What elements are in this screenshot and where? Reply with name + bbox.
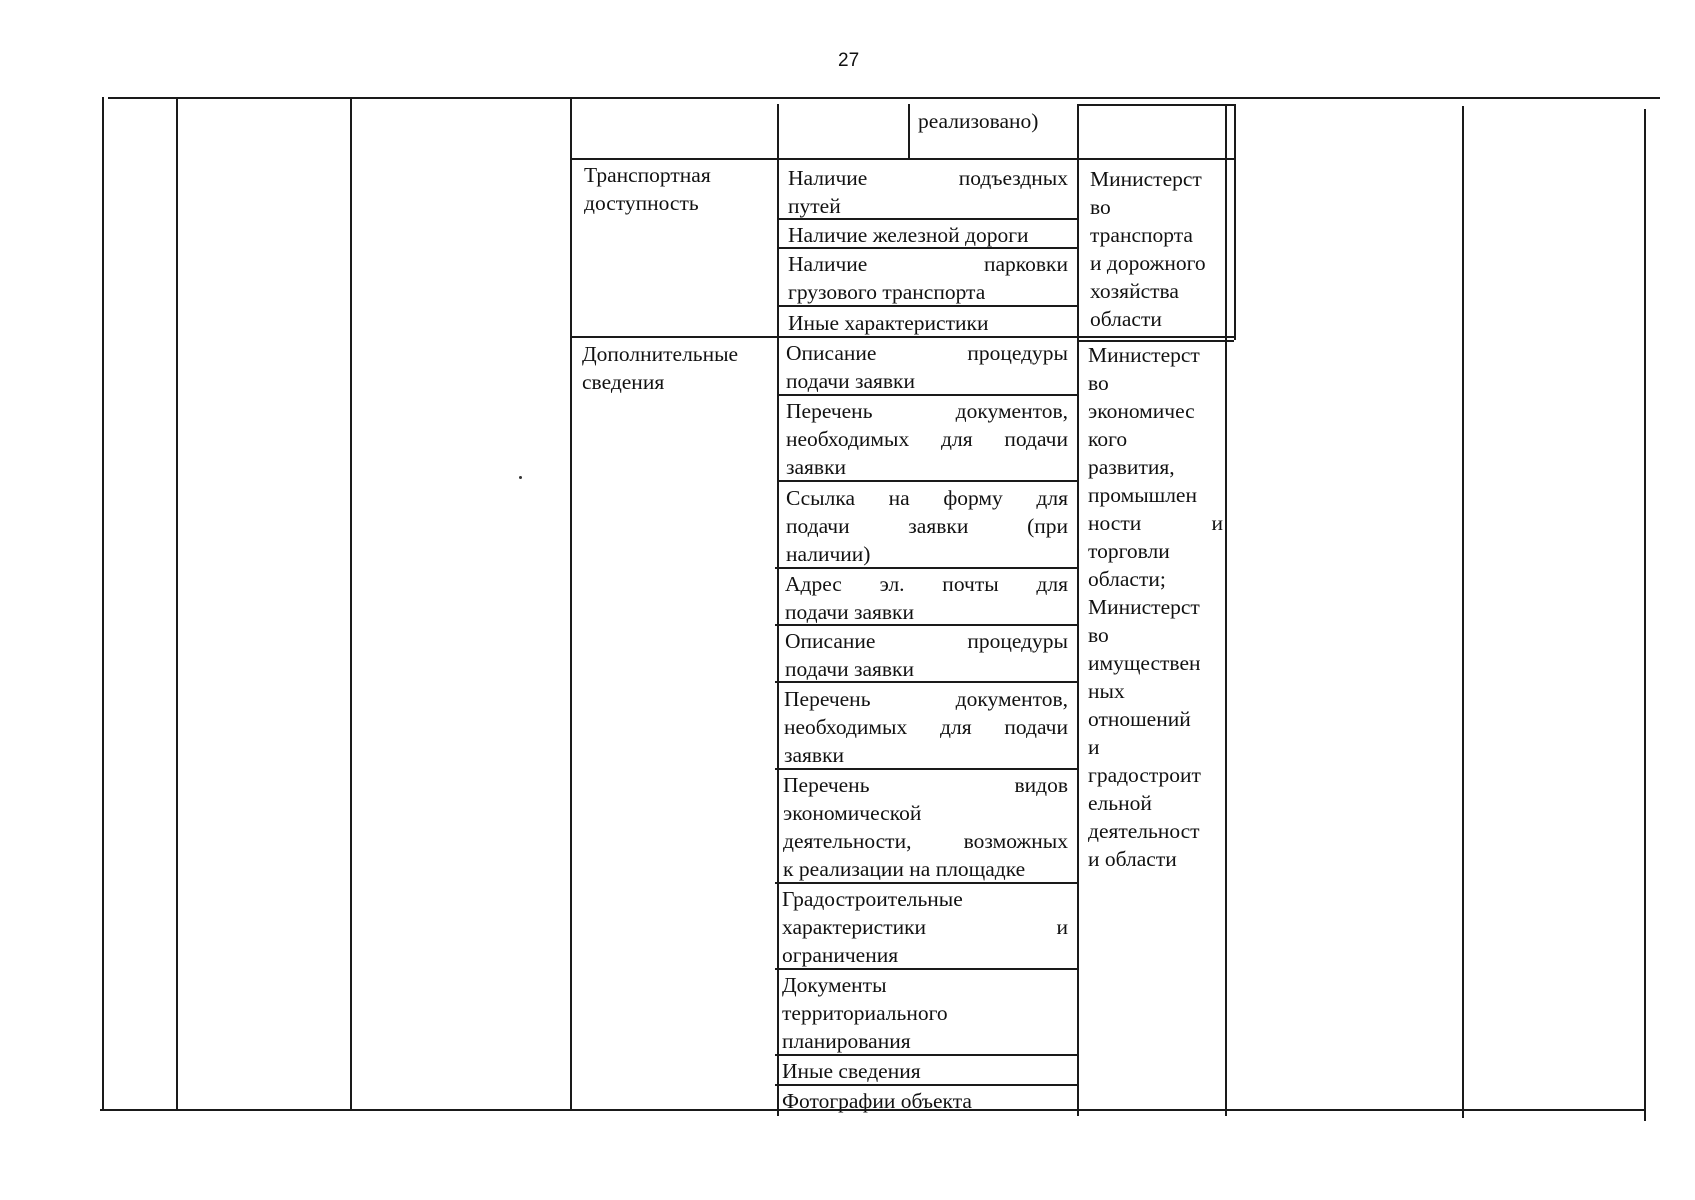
item-line: Перечень видов	[783, 773, 1068, 797]
item-line: путей	[788, 194, 841, 218]
item-truck-parking	[788, 250, 1068, 306]
item-procedure-description-2	[785, 627, 1068, 683]
column-divider	[350, 97, 352, 1110]
inner-column-divider	[908, 104, 910, 160]
item-line: грузового транспорта	[788, 280, 986, 304]
responsible-transport-ministry: Министерст во транспорта и дорожного хозяйства области	[1090, 167, 1206, 331]
item-line: ограничения	[782, 943, 899, 967]
item-line: Наличие подъездных	[788, 166, 1068, 190]
scan-artifact-dot	[519, 476, 522, 479]
inner-row-line	[1077, 104, 1235, 106]
item-line: характеристики и	[782, 915, 1068, 939]
item-line: Градостроительные	[782, 887, 963, 911]
table-border-left	[102, 97, 104, 1110]
item-object-photos: Фотографии объекта	[782, 1089, 972, 1113]
item-economic-activities	[783, 771, 1068, 883]
item-line: Перечень документов,	[784, 687, 1068, 711]
column-divider	[176, 97, 178, 1110]
item-line: подачи заявки (при	[786, 514, 1068, 538]
inner-column-divider	[1077, 104, 1079, 1116]
item-territorial-planning: Документы территориального планирования	[782, 973, 948, 1053]
column-divider	[1462, 106, 1464, 1118]
item-line: деятельности, возможных	[783, 829, 1068, 853]
item-line: Описание процедуры	[785, 629, 1068, 653]
item-documents-list	[786, 397, 1068, 481]
page-number: 27	[838, 50, 860, 71]
item-line: экономической	[783, 801, 922, 825]
item-line: подачи заявки	[785, 657, 914, 681]
item-line: Перечень документов,	[786, 399, 1068, 423]
item-urban-planning	[782, 885, 1068, 969]
column-divider	[570, 97, 572, 1111]
item-other-characteristics: Иные характеристики	[788, 311, 989, 335]
table-border-right	[1644, 109, 1646, 1121]
item-line: подачи заявки	[786, 369, 915, 393]
item-other-info: Иные сведения	[782, 1059, 921, 1083]
item-line: подачи заявки	[785, 600, 914, 624]
item-line: заявки	[786, 455, 847, 479]
top-row-note: реализовано)	[918, 109, 1039, 133]
item-line: Описание процедуры	[786, 341, 1068, 365]
item-line: наличии)	[786, 542, 871, 566]
item-line: Наличие парковки	[788, 252, 1068, 276]
item-procedure-description	[786, 339, 1068, 395]
section-group-additional: Дополнительные сведения	[582, 342, 739, 394]
item-line: Ссылка на форму для	[786, 486, 1068, 510]
item-line: Адрес эл. почты для	[785, 572, 1068, 596]
item-line: к реализации на площадке	[783, 857, 1026, 881]
responsible-economy-property-ministries: Министерст во экономичес кого развития, промышлен ности и торговли области; Министерст во имуществен ных отношений и градостроит ельной деятельност и области	[1088, 343, 1223, 871]
inner-column-divider	[777, 104, 779, 1116]
item-railway: Наличие железной дороги	[788, 223, 1029, 247]
item-access-roads	[788, 164, 1068, 220]
item-form-link	[786, 484, 1068, 568]
item-line: необходимых для подачи	[786, 427, 1068, 451]
inner-row-line	[570, 158, 1235, 160]
table-border-top	[108, 97, 1660, 99]
section-group-transport: Транспортная доступность	[584, 163, 711, 215]
item-documents-list-2	[784, 685, 1068, 769]
item-line: заявки	[784, 743, 845, 767]
inner-column-divider	[1234, 104, 1236, 340]
item-line: необходимых для подачи	[784, 715, 1068, 739]
item-email-address	[785, 570, 1068, 626]
